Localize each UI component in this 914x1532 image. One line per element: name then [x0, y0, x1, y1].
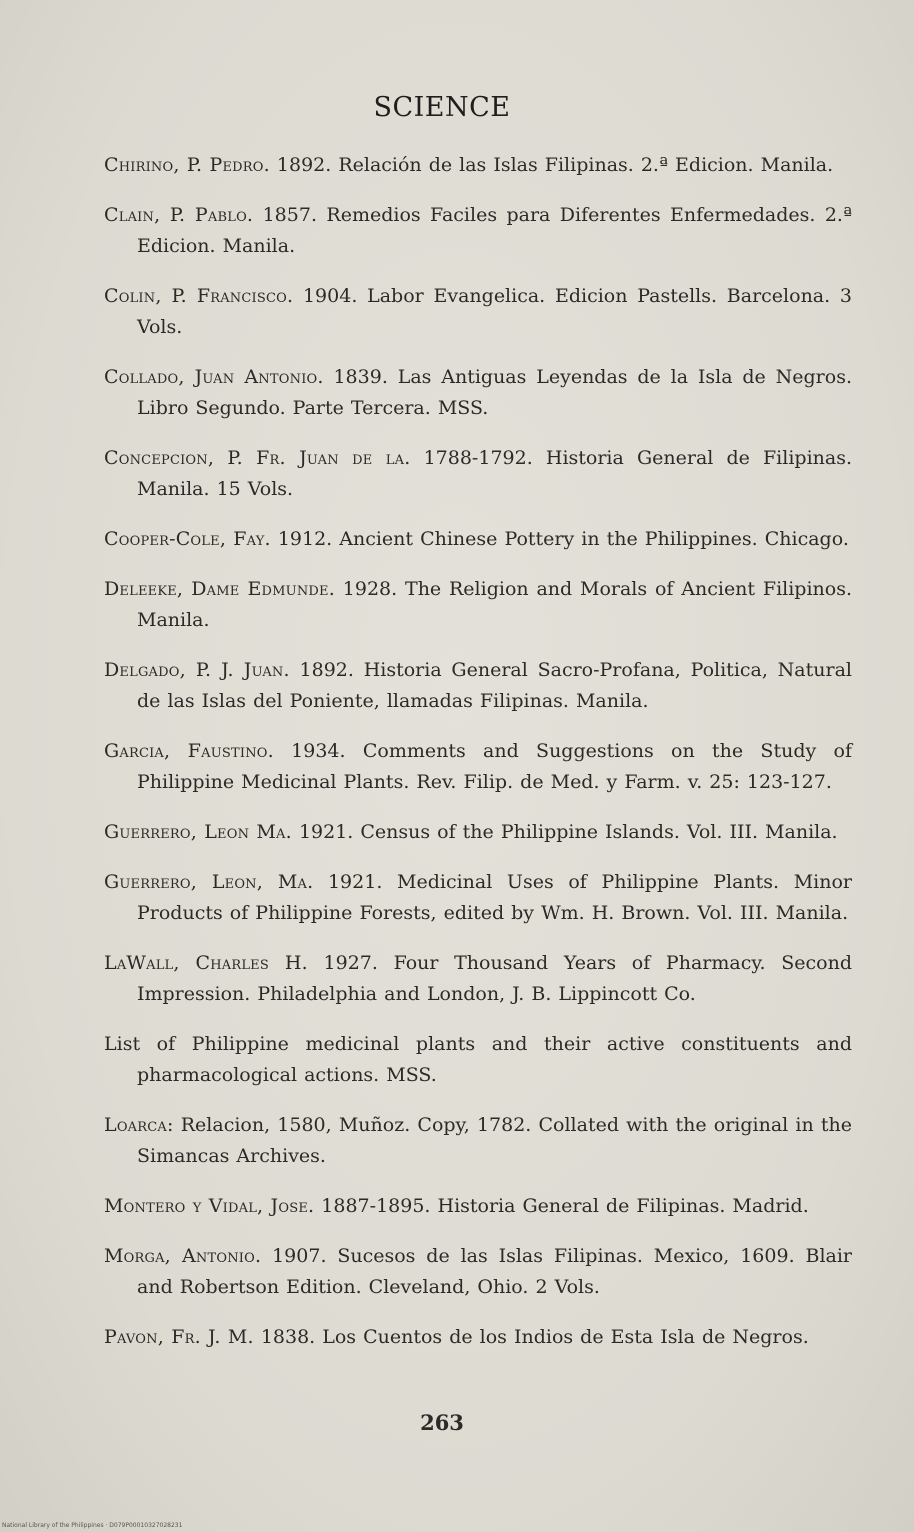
entry-author: Cooper-Cole, Fay.	[104, 528, 271, 550]
entry-text: 1934. Comments and Suggestions on the Study of Philippine Medicinal Plants. Rev. Filip. de Med. y Farm. v. 25: 123-127.	[137, 740, 852, 793]
entry-author: Clain, P. Pablo.	[104, 204, 254, 226]
bibliography-entry	[104, 1110, 852, 1172]
entry-text: 1892. Historia General Sacro-Profana, Politica, Natural de las Islas del Poniente, llamadas Filipinas. Manila.	[137, 659, 852, 712]
entry-author: Montero y Vidal, Jose.	[104, 1195, 315, 1217]
entry-text: 1921. Medicinal Uses of Philippine Plants. Minor Products of Philippine Forests, edited by Wm. H. Brown. Vol. III. Manila.	[137, 871, 852, 924]
entry-author: Collado, Juan Antonio.	[104, 366, 324, 388]
entry-text: 1928. The Religion and Morals of Ancient Filipinos. Manila.	[137, 578, 853, 631]
entry-text: 1788-1792. Historia General de Filipinas. Manila. 15 Vols.	[137, 447, 853, 500]
entry-author: Chirino, P. Pedro.	[104, 154, 270, 176]
bibliography-entry	[104, 736, 852, 798]
scan-credit: National Library of the Philippines · D079P00010327028231	[2, 1522, 183, 1529]
entry-text: 1907. Sucesos de las Islas Filipinas. Mexico, 1609. Blair and Robertson Edition. Cleveland, Ohio. 2 Vols.	[137, 1245, 853, 1298]
page-title: SCIENCE	[373, 92, 511, 123]
entry-author: Pavon, Fr. J. M.	[104, 1326, 254, 1348]
entry-author: Guerrero, Leon, Ma.	[104, 871, 314, 893]
bibliography-entry	[104, 281, 852, 343]
entry-text: 1912. Ancient Chinese Pottery in the Philippines. Chicago.	[277, 528, 849, 550]
entry-text: 1857. Remedios Faciles para Diferentes Enfermedades. 2.ª Edicion. Manila.	[137, 204, 852, 257]
bibliography-entry	[104, 1241, 852, 1303]
entry-author: Morga, Antonio.	[104, 1245, 262, 1267]
bibliography-entry	[104, 867, 852, 929]
entry-text: Relacion, 1580, Muñoz. Copy, 1782. Collated with the original in the Simancas Archives.	[137, 1114, 852, 1167]
entry-author: LaWall, Charles H.	[104, 952, 308, 974]
bibliography-entry	[104, 443, 852, 505]
entry-author: Concepcion, P. Fr. Juan de la.	[104, 447, 411, 469]
page-number: 263	[420, 1410, 464, 1435]
bibliography-entry	[104, 200, 852, 262]
entry-author: Loarca:	[104, 1114, 174, 1136]
bibliography-entry	[104, 948, 852, 1010]
entry-author: Delgado, P. J. Juan.	[104, 659, 290, 681]
bibliography-entry	[104, 817, 852, 848]
entry-author: Colin, P. Francisco.	[104, 285, 294, 307]
entry-author: Guerrero, Leon Ma.	[104, 821, 292, 843]
entry-text: 1921. Census of the Philippine Islands. Vol. III. Manila.	[298, 821, 838, 843]
bibliography-entry	[104, 524, 852, 555]
entry-text: 1838. Los Cuentos de los Indios de Esta Isla de Negros.	[260, 1326, 809, 1348]
bibliography-entry	[104, 150, 852, 181]
entry-text: 1892. Relación de las Islas Filipinas. 2.ª Edicion. Manila.	[276, 154, 834, 176]
entry-text: 1927. Four Thousand Years of Pharmacy. Second Impression. Philadelphia and London, J. B. Lippincott Co.	[137, 952, 852, 1005]
bibliography-entry	[104, 1322, 852, 1353]
bibliography-entry	[104, 1191, 852, 1222]
entry-author: Garcia, Faustino.	[104, 740, 274, 762]
bibliography-entry	[104, 362, 852, 424]
entry-author: Deleeke, Dame Edmunde.	[104, 578, 335, 600]
bibliography-entry	[104, 1029, 852, 1091]
bibliography-entry	[104, 655, 852, 717]
bibliography-entry	[104, 574, 852, 636]
entry-text: List of Philippine medicinal plants and their active constituents and pharmacological actions. MSS.	[104, 1033, 852, 1086]
entry-text: 1887-1895. Historia General de Filipinas. Madrid.	[321, 1195, 809, 1217]
entry-text: 1839. Las Antiguas Leyendas de la Isla de Negros. Libro Segundo. Parte Tercera. MSS.	[137, 366, 852, 419]
bibliography-list	[104, 150, 852, 1357]
entry-text: 1904. Labor Evangelica. Edicion Pastells. Barcelona. 3 Vols.	[137, 285, 853, 338]
